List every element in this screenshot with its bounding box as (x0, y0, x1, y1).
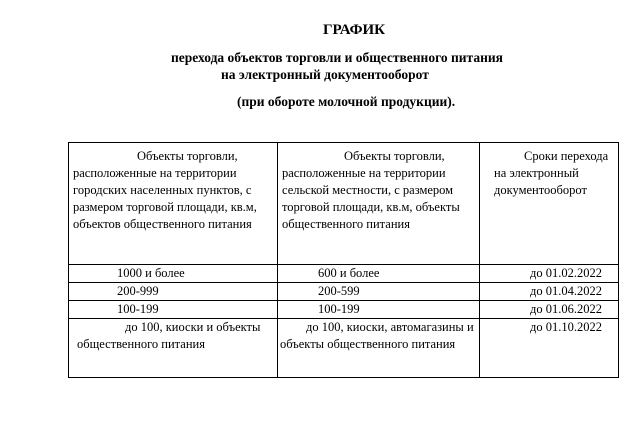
cell-deadline: до 01.06.2022 (480, 301, 619, 319)
cell-urban: до 100, киоски и объекты общественного питания (69, 319, 278, 378)
table-header-row (69, 143, 619, 265)
cell-rural: до 100, киоски, автомагазины и объекты общественного питания (278, 319, 480, 378)
table-row (69, 283, 619, 301)
cell-deadline: до 01.10.2022 (480, 319, 619, 378)
table-row (69, 265, 619, 283)
cell-urban: 200-999 (69, 283, 278, 301)
document-title: ГРАФИК (322, 22, 386, 38)
cell-urban: 100-199 (69, 301, 278, 319)
header-deadline: Сроки перехода на электронный документооборот (480, 143, 619, 265)
document-subtitle-line2: на электронный документооборот (221, 67, 429, 82)
table-row (69, 319, 619, 378)
table-row (69, 301, 619, 319)
schedule-table (68, 142, 619, 378)
cell-urban: 1000 и более (69, 265, 278, 283)
document-subtitle-line3: (при обороте молочной продукции). (237, 94, 456, 109)
header-urban: Объекты торговли, расположенные на территории городских населенных пунктов, с размером торговой площади, кв.м, объектов общественного питания (69, 143, 278, 265)
cell-rural: 200-599 (278, 283, 480, 301)
cell-rural: 600 и более (278, 265, 480, 283)
cell-rural: 100-199 (278, 301, 480, 319)
document-subtitle-line1: перехода объектов торговли и общественного питания (171, 50, 503, 65)
cell-deadline: до 01.02.2022 (480, 265, 619, 283)
header-rural: Объекты торговли, расположенные на территории сельской местности, с размером торговой площади, кв.м, объекты общественного питания (278, 143, 480, 265)
cell-deadline: до 01.04.2022 (480, 283, 619, 301)
